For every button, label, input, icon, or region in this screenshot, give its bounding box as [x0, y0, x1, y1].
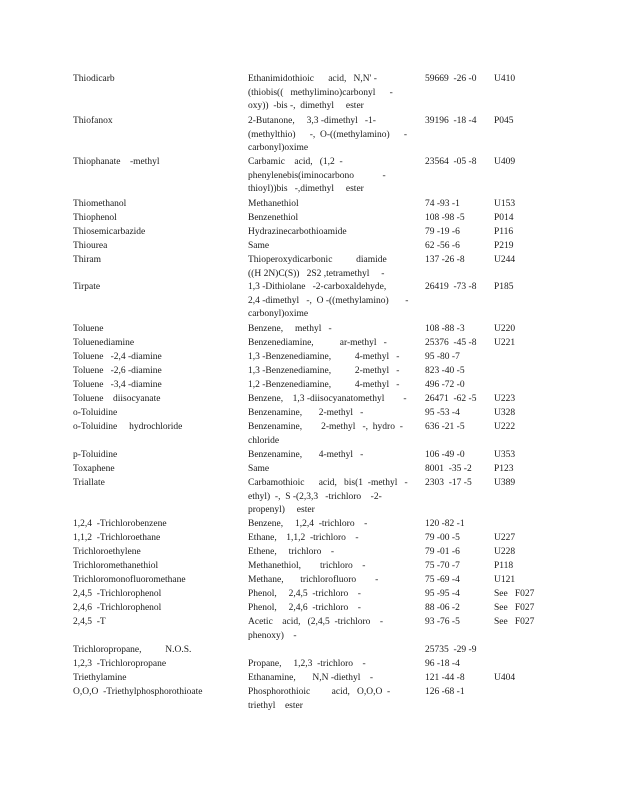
synonym-line: phenoxy) -	[248, 630, 297, 641]
chemical-name: Toluene	[73, 324, 104, 334]
synonym-line: Benzenediamine, ar-methyl -	[248, 338, 387, 348]
synonym	[248, 156, 415, 197]
cas-number: 95 -53 -4	[425, 408, 460, 418]
waste-code: U410	[494, 74, 516, 84]
waste-code: P185	[494, 282, 514, 292]
waste-code: U328	[494, 408, 516, 418]
waste-code: P123	[494, 464, 514, 474]
synonym-line: Phenol, 2,4,6 -trichloro -	[248, 603, 361, 613]
waste-code: P118	[494, 561, 514, 571]
synonym-line: Same	[248, 464, 270, 474]
waste-code: U221	[494, 338, 516, 348]
cas-number: 39196 -18 -4	[425, 116, 477, 126]
synonym-line: 1,3 -Dithiolane -2-carboxaldehyde,	[248, 282, 387, 292]
synonym	[248, 518, 415, 532]
cas-number: 74 -93 -1	[425, 199, 460, 209]
chemical-name: Thiosemicarbazide	[73, 227, 146, 237]
cas-number: 79 -19 -6	[425, 227, 460, 237]
cas-number: 126 -68 -1	[425, 687, 465, 697]
synonym	[248, 365, 415, 379]
synonym	[248, 686, 415, 713]
synonym	[248, 226, 415, 240]
waste-code: U220	[494, 324, 516, 334]
synonym	[248, 672, 415, 686]
waste-code: See F027	[494, 603, 535, 613]
cas-number: 95 -95 -4	[425, 589, 460, 599]
waste-code: U227	[494, 533, 516, 543]
synonym	[248, 463, 415, 477]
cas-number: 75 -70 -7	[425, 561, 460, 571]
synonym	[248, 115, 415, 156]
synonym-line: Same	[248, 241, 270, 251]
synonym-line: thioyl))bis -,dimethyl ester	[248, 184, 364, 195]
chemical-name: 2,4,5 -T	[73, 617, 106, 627]
synonym	[248, 351, 415, 365]
synonym-line: Acetic acid, (2,4,5 -trichloro -	[248, 617, 384, 627]
synonym-line: Ethanamine, N,N -diethyl -	[248, 673, 374, 683]
cas-number: 26419 -73 -8	[425, 282, 477, 292]
chemical-name: Thiram	[73, 255, 101, 265]
synonym	[248, 254, 415, 281]
synonym	[248, 421, 415, 448]
waste-code: U353	[494, 450, 516, 460]
waste-code: P014	[494, 213, 514, 223]
cas-number: 823 -40 -5	[425, 366, 465, 376]
synonym-line: Benzenamine, 2-methyl -	[248, 408, 364, 418]
chemical-name: Toluene -3,4 -diamine	[73, 380, 162, 390]
synonym-line: (thiobis(( methylimino)carbonyl -	[248, 87, 393, 98]
chemical-name: Triallate	[73, 478, 105, 488]
cas-number: 79 -01 -6	[425, 547, 460, 557]
cas-number: 496 -72 -0	[425, 380, 465, 390]
synonym-line: carbonyl)oxime	[248, 309, 309, 320]
synonym-line: 1,3 -Benzenediamine, 2-methyl -	[248, 366, 400, 376]
synonym-line: propenyl) ester	[248, 505, 315, 516]
synonym-line: 2-Butanone, 3,3 -dimethyl -1-	[248, 116, 376, 126]
synonym-line: Benzene, 1,3 -diisocyanatomethyl -	[248, 394, 407, 404]
synonym-line: Carbamothioic acid, bis(1 -methyl -	[248, 478, 408, 488]
cas-number: 137 -26 -8	[425, 255, 465, 265]
synonym-line: Propane, 1,2,3 -trichloro -	[248, 659, 366, 669]
chemical-name: Trichloromonofluoromethane	[73, 575, 186, 585]
chemical-name: p-Toluidine	[73, 450, 118, 460]
synonym	[248, 602, 415, 616]
waste-code: U121	[494, 575, 516, 585]
synonym-line: ethyl) -, S -(2,3,3 -trichloro -2-	[248, 491, 382, 502]
cas-number: 26471 -62 -5	[425, 394, 477, 404]
waste-code: See F027	[494, 589, 535, 599]
chemical-name: Tirpate	[73, 282, 101, 292]
waste-code: U404	[494, 673, 516, 683]
synonym	[248, 574, 415, 588]
cas-number: 25376 -45 -8	[425, 338, 477, 348]
cas-number: 108 -88 -3	[425, 324, 465, 334]
synonym-line: phenylenebis(iminocarbono -	[248, 170, 386, 181]
waste-code: P045	[494, 116, 514, 126]
synonym	[248, 588, 415, 602]
synonym-line: Methanethiol, trichloro -	[248, 561, 366, 571]
synonym-line: Benzenamine, 4-methyl -	[248, 450, 364, 460]
synonym-line: 1,2 -Benzenediamine, 4-methyl -	[248, 380, 400, 390]
chemical-name: 2,4,5 -Trichlorophenol	[73, 589, 162, 599]
synonym	[248, 407, 415, 421]
synonym	[248, 449, 415, 463]
chemical-name: Thiophenol	[73, 213, 117, 223]
synonym-line: Phosphorothioic acid, O,O,O -	[248, 687, 391, 697]
cas-number: 88 -06 -2	[425, 603, 460, 613]
synonym-line: Ethanimidothioic acid, N,N' -	[248, 74, 377, 84]
waste-code: U222	[494, 422, 516, 432]
chemical-name: O,O,O -Triethylphosphorothioate	[73, 687, 203, 697]
synonym-line: Carbamic acid, (1,2 -	[248, 157, 343, 167]
synonym	[248, 546, 415, 560]
cas-number: 636 -21 -5	[425, 422, 465, 432]
synonym	[248, 323, 415, 337]
chemical-name: o-Toluidine hydrochloride	[73, 422, 183, 432]
cas-number: 59669 -26 -0	[425, 74, 477, 84]
chemical-name: Toxaphene	[73, 464, 115, 474]
synonym-line: 1,3 -Benzenediamine, 4-methyl -	[248, 352, 400, 362]
cas-number: 93 -76 -5	[425, 617, 460, 627]
synonym	[248, 393, 415, 407]
waste-code: P219	[494, 241, 514, 251]
waste-code: U409	[494, 157, 516, 167]
chemical-name: 2,4,6 -Trichlorophenol	[73, 603, 162, 613]
waste-code: U389	[494, 478, 516, 488]
synonym-line: Benzenamine, 2-methyl -, hydro -	[248, 422, 403, 432]
synonym	[248, 560, 415, 574]
cas-number: 106 -49 -0	[425, 450, 465, 460]
synonym-line: triethyl ester	[248, 700, 303, 711]
synonym-line: Hydrazinecarbothioamide	[248, 227, 347, 237]
synonym	[248, 477, 415, 518]
synonym-line: Benzene, 1,2,4 -trichloro -	[248, 519, 368, 529]
chemical-name: Triethylamine	[73, 673, 127, 683]
chemical-name: 1,1,2 -Trichloroethane	[73, 533, 161, 543]
chemical-name: Trichloropropane, N.O.S.	[73, 645, 192, 655]
waste-code: U153	[494, 199, 516, 209]
synonym-line: ((H 2N)C(S)) 2S2 ,tetramethyl -	[248, 268, 385, 279]
cas-number: 8001 -35 -2	[425, 464, 472, 474]
chemical-name: Thiophanate -methyl	[73, 157, 160, 167]
synonym	[248, 379, 415, 393]
synonym-line: Benzene, methyl -	[248, 324, 332, 334]
synonym	[248, 532, 415, 546]
chemical-name: Toluenediamine	[73, 338, 135, 348]
synonym	[248, 337, 415, 351]
cas-number: 25735 -29 -9	[425, 645, 477, 655]
chemical-name: Thiourea	[73, 241, 108, 251]
synonym-line: carbonyl)oxime	[248, 143, 309, 154]
chemical-name: o-Toluidine	[73, 408, 118, 418]
chemical-name: Toluene -2,6 -diamine	[73, 366, 162, 376]
synonym-line: Methanethiol	[248, 199, 299, 209]
chemical-name: Thiofanox	[73, 116, 113, 126]
chemical-name: Toluene diisocyanate	[73, 394, 161, 404]
synonym-line: Ethene, trichloro -	[248, 547, 335, 557]
synonym-line: oxy)) -bis -, dimethyl ester	[248, 101, 364, 112]
synonym	[248, 658, 415, 672]
synonym-line: 2,4 -dimethyl -, O -((methylamino) -	[248, 295, 409, 306]
cas-number: 95 -80 -7	[425, 352, 460, 362]
synonym-line: Ethane, 1,1,2 -trichloro -	[248, 533, 359, 543]
synonym	[248, 240, 415, 254]
synonym-line: Thioperoxydicarbonic diamide	[248, 255, 387, 265]
chemical-name: Thiodicarb	[73, 74, 115, 84]
chemical-name: Trichloromethanethiol	[73, 561, 159, 571]
waste-code: P116	[494, 227, 514, 237]
waste-code: U244	[494, 255, 516, 265]
synonym	[248, 212, 415, 226]
chemical-name: 1,2,4 -Trichlorobenzene	[73, 519, 167, 529]
chemical-name: Thiomethanol	[73, 199, 127, 209]
cas-number: 108 -98 -5	[425, 213, 465, 223]
cas-number: 121 -44 -8	[425, 673, 465, 683]
synonym	[248, 616, 415, 643]
cas-number: 2303 -17 -5	[425, 478, 472, 488]
cas-number: 23564 -05 -8	[425, 157, 477, 167]
cas-number: 62 -56 -6	[425, 241, 460, 251]
synonym	[248, 281, 415, 322]
chemical-name: Trichloroethylene	[73, 547, 141, 557]
synonym	[248, 198, 415, 212]
synonym-line: (methylthio) -, O-((methylamino) -	[248, 129, 408, 140]
waste-code: See F027	[494, 617, 535, 627]
synonym-line: chloride	[248, 435, 280, 446]
synonym	[248, 73, 415, 114]
waste-code: U228	[494, 547, 516, 557]
waste-code: U223	[494, 394, 516, 404]
chemical-name: Toluene -2,4 -diamine	[73, 352, 162, 362]
chemical-name: 1,2,3 -Trichloropropane	[73, 659, 167, 669]
synonym-line: Methane, trichlorofluoro -	[248, 575, 379, 585]
synonym-line: Benzenethiol	[248, 213, 299, 223]
cas-number: 96 -18 -4	[425, 659, 460, 669]
synonym-line: Phenol, 2,4,5 -trichloro -	[248, 589, 361, 599]
cas-number: 120 -82 -1	[425, 519, 465, 529]
cas-number: 79 -00 -5	[425, 533, 460, 543]
cas-number: 75 -69 -4	[425, 575, 460, 585]
